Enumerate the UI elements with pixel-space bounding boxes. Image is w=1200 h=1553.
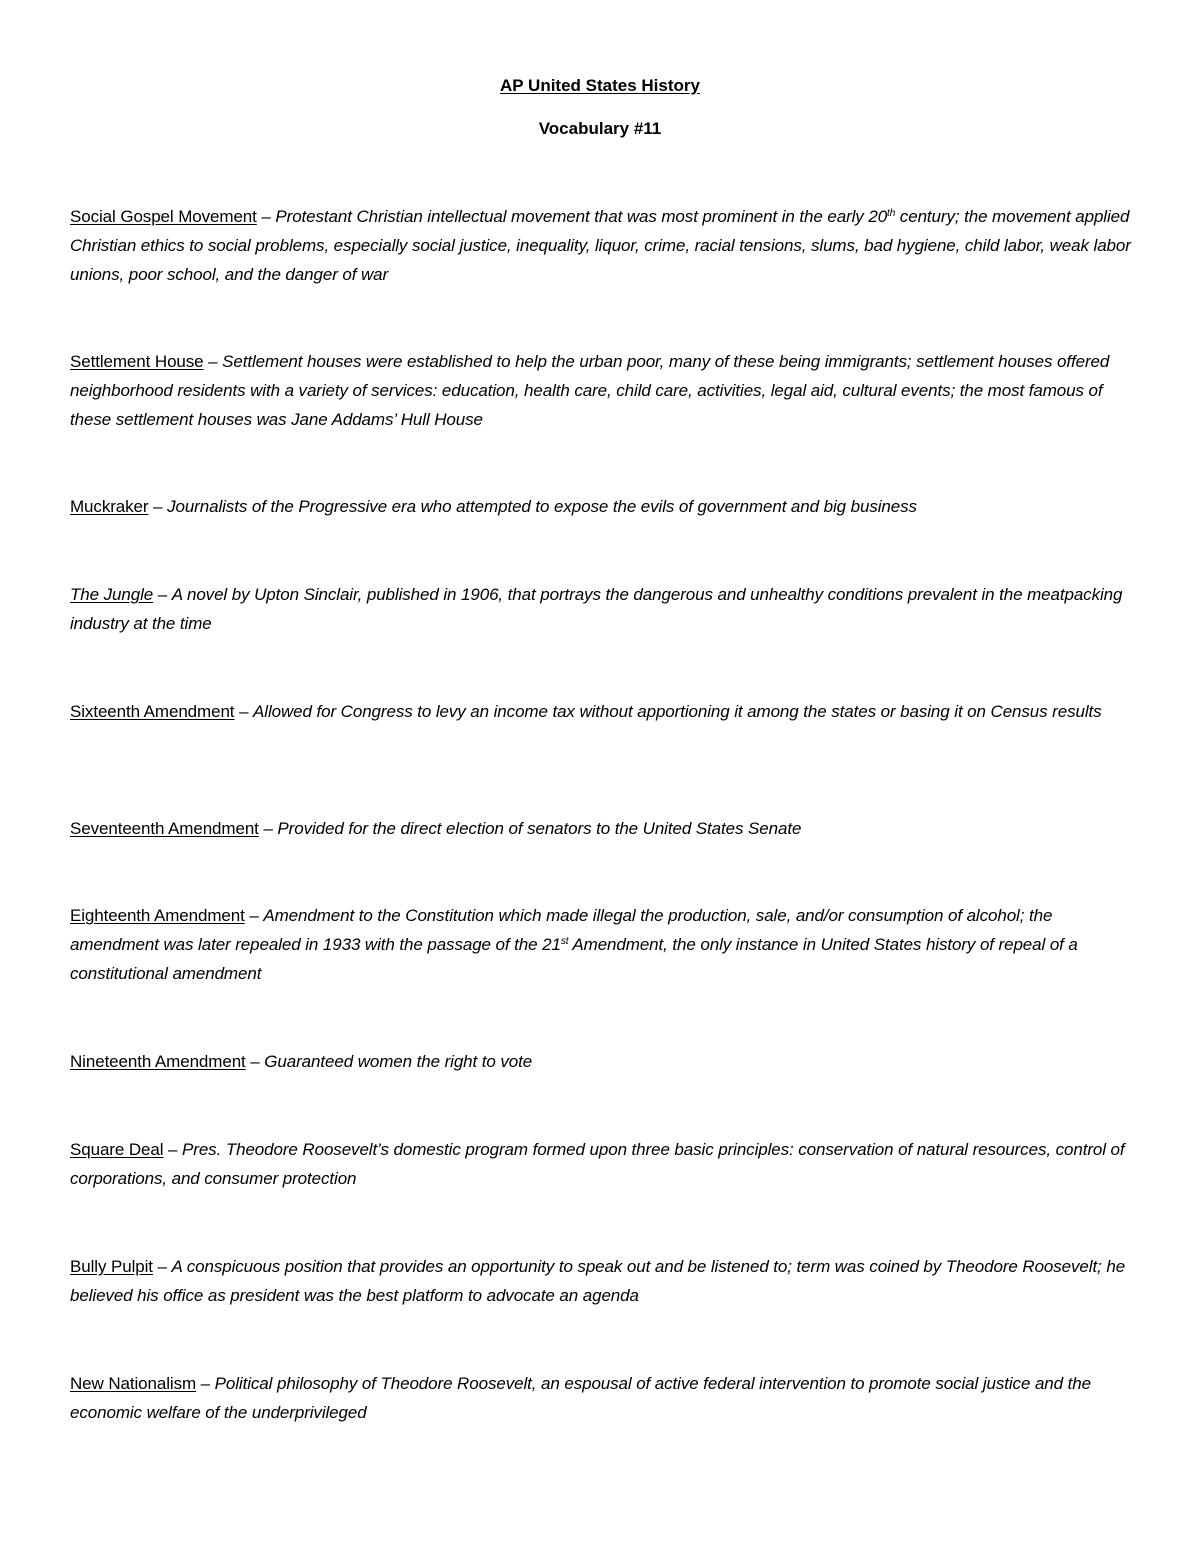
vocab-definition: Journalists of the Progressive era who attempted to expose the evils of government and big business [167, 497, 917, 516]
vocab-entry-the-jungle [70, 581, 1132, 639]
vocab-definition: Provided for the direct election of senators to the United States Senate [277, 819, 802, 838]
vocab-definition: Guaranteed women the right to vote [264, 1052, 533, 1071]
vocab-entry-bully-pulpit [70, 1253, 1132, 1311]
vocab-entry-seventeenth-amendment [70, 815, 1132, 844]
vocab-entry-social-gospel [70, 203, 1132, 289]
vocab-definition: Settlement houses were established to help the urban poor, many of these being immigrants; settlement houses offered neighborhood residents with a variety of services: education, health care, child care, activities, legal aid, cultural events; the most famous of these settlement houses was Jane Addams’ Hull House [70, 352, 1110, 429]
vocab-term: Settlement House [70, 352, 204, 371]
definition-text: Amendment, the only instance in United States history of repeal of a constitutional amendment [70, 934, 1078, 983]
document-title: AP United States History [500, 76, 700, 95]
vocab-entry-settlement-house [70, 348, 1132, 434]
vocab-definition: Pres. Theodore Roosevelt’s domestic program formed upon three basic principles: conservation of natural resources, control of corporations, and consumer protection [70, 1140, 1125, 1188]
vocab-term: Bully Pulpit [70, 1257, 153, 1276]
vocab-term: Square Deal [70, 1140, 164, 1159]
term-separator: – [200, 1374, 211, 1393]
vocab-term: Nineteenth Amendment [70, 1052, 246, 1071]
definition-text: Protestant Christian intellectual movement that was most prominent in the early 20 [275, 207, 888, 226]
ordinal-suffix: th [887, 208, 896, 219]
vocab-entry-new-nationalism [70, 1370, 1132, 1428]
vocab-term: Social Gospel Movement [70, 207, 257, 226]
term-separator: – [153, 497, 163, 516]
vocab-term: New Nationalism [70, 1374, 197, 1393]
vocab-entry-muckraker [70, 493, 1132, 522]
vocab-term: Eighteenth Amendment [70, 906, 245, 925]
vocab-definition: A novel by Upton Sinclair, published in 1906, that portrays the dangerous and unhealthy conditions prevalent in the meatpacking industry at the time [70, 585, 1123, 633]
term-separator: – [250, 1052, 260, 1071]
vocab-definition: Political philosophy of Theodore Roosevelt, an espousal of active federal intervention to promote social justice and the economic welfare of the underprivileged [70, 1374, 1091, 1422]
term-separator: – [249, 906, 259, 925]
term-separator: – [168, 1140, 178, 1159]
term-separator: – [239, 702, 249, 721]
vocab-entry-square-deal [70, 1136, 1132, 1194]
document-subtitle: Vocabulary #11 [538, 119, 662, 138]
ordinal-suffix: st [560, 935, 569, 947]
vocab-entry-nineteenth-amendment [70, 1048, 1132, 1077]
definition-text: century; the movement applied Christian ethics to social problems, especially social justice, inequality, liquor, crime, racial tensions, slums, bad hygiene, child labor, weak labor unions, poor school, and the danger of war [70, 207, 1131, 284]
definition-text: Amendment to the Constitution which made illegal the production, sale, and/or consumption of alcohol; the amendment was later repealed in 1933 with the passage of the 21 [70, 906, 1053, 954]
vocab-definition: A conspicuous position that provides an opportunity to speak out and be listened to; term was coined by Theodore Roosevelt; he believed his office as president was the best platform to advocate an agenda [70, 1257, 1126, 1305]
term-separator: – [157, 1257, 167, 1276]
vocab-term: Sixteenth Amendment [70, 702, 235, 721]
term-separator: – [263, 819, 273, 838]
term-separator: – [261, 207, 271, 226]
vocab-definition: Allowed for Congress to levy an income tax without apportioning it among the states or basing it on Census results [253, 702, 1102, 721]
vocab-entry-sixteenth-amendment [70, 698, 1132, 727]
vocab-term: Seventeenth Amendment [70, 819, 259, 838]
term-separator: – [208, 352, 218, 371]
vocab-term: Muckraker [70, 497, 149, 516]
vocab-entry-eighteenth-amendment [70, 902, 1132, 988]
vocab-term: The Jungle [70, 585, 154, 604]
term-separator: – [157, 585, 168, 604]
